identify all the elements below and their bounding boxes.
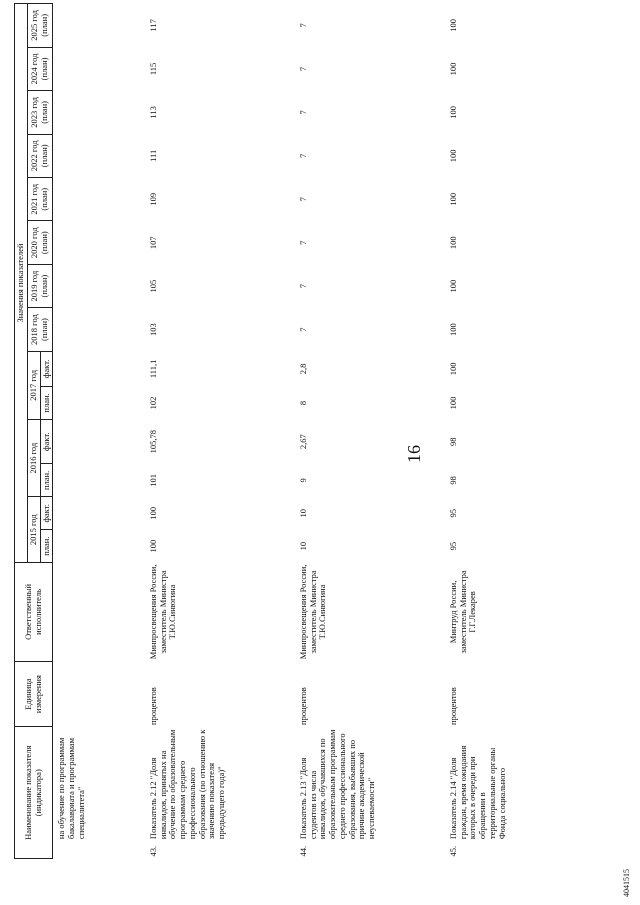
- table-row: [445, 4, 565, 859]
- value-cell: 10: [297, 541, 308, 551]
- responsible-cell: Минпросвещения России, заместитель Министра Т.Ю.Синюгина: [147, 564, 178, 660]
- value-cell: 10: [297, 509, 308, 518]
- unit-cell: процентов: [147, 687, 158, 725]
- value-cell: 103: [147, 323, 158, 336]
- indicator-name: Показатель 2.12 "Доля инвалидов, принятых на обучение по образовательным программам среднего профессионального образования (по отношению к значению показателя предыдущего года)": [147, 729, 227, 840]
- header-2015: 2015 год: [27, 497, 40, 563]
- header-2016: 2016 год: [27, 419, 40, 496]
- value-cell: 100: [447, 362, 458, 376]
- header-plan-2016: план.: [40, 464, 53, 497]
- header-values: Значения показателей: [15, 4, 28, 563]
- value-cell: 111,1: [147, 359, 158, 379]
- header-2019: 2019 год (план): [27, 264, 53, 307]
- value-cell: 7: [297, 110, 308, 115]
- value-cell: 7: [297, 66, 308, 72]
- header-2021: 2021 год (план): [27, 178, 53, 221]
- value-cell: 2,67: [297, 434, 308, 450]
- value-cell: 100: [447, 149, 458, 163]
- header-2023: 2023 год (план): [27, 91, 53, 134]
- value-cell: 9: [297, 478, 308, 483]
- header-name: Наименование показателя (индикатора): [15, 727, 53, 859]
- value-cell: 117: [147, 19, 158, 32]
- value-cell: 105: [147, 279, 158, 293]
- value-cell: 95: [447, 509, 458, 518]
- value-cell: 7: [297, 327, 308, 332]
- table-row: [295, 4, 445, 859]
- value-cell: 100: [447, 62, 458, 76]
- header-2020: 2020 год (план): [27, 221, 53, 264]
- responsible-cell: Минтруд России, заместитель Министра Г.Г.Лекарев: [447, 570, 478, 654]
- row-number: 45.: [447, 845, 458, 857]
- value-cell: 7: [297, 197, 308, 202]
- row-number: 44.: [297, 845, 308, 857]
- header-fact-2016: факт.: [40, 419, 53, 464]
- header-plan-2017: план.: [40, 387, 53, 420]
- continuation-text: на обучение по программам бакалавриата и программам специалитета": [56, 737, 86, 840]
- value-cell: 115: [147, 62, 158, 76]
- header-2017: 2017 год: [27, 351, 40, 419]
- value-cell: 100: [447, 236, 458, 250]
- responsible-cell: Минпросвещения России, заместитель Министра Т.Ю.Синюгина: [297, 564, 328, 660]
- header-fact-2017: факт.: [40, 351, 53, 386]
- value-cell: 100: [147, 506, 158, 520]
- value-cell: 98: [447, 437, 458, 446]
- header-plan-2015: план.: [40, 530, 53, 563]
- value-cell: 101: [147, 474, 158, 487]
- indicator-table: [14, 3, 565, 859]
- indicator-name: Показатель 2.13 "Доля студентов из числа инвалидов, обучавшихся по образовательным программам среднего профессионального образования, выбывших по причине академической неуспеваемости": [297, 729, 377, 840]
- header-unit: Единица измерения: [15, 661, 53, 727]
- value-cell: 111: [147, 149, 158, 162]
- value-cell: 102: [147, 396, 158, 410]
- header-2024: 2024 год (план): [27, 47, 53, 90]
- value-cell: 100: [447, 106, 458, 119]
- value-cell: 95: [447, 541, 458, 551]
- table-row: [145, 4, 295, 859]
- value-cell: 7: [297, 240, 308, 245]
- indicator-name: Показатель 2.14 "Доля граждан, время ожидания которых в очереди при обращении в территориальные органы Фонда социального: [447, 745, 507, 840]
- unit-cell: процентов: [447, 687, 458, 725]
- header-2022: 2022 год (план): [27, 134, 53, 177]
- row-number: 43.: [147, 845, 158, 857]
- value-cell: 100: [447, 323, 458, 336]
- value-cell: 105,78: [147, 430, 158, 454]
- header-2025: 2025 год (план): [27, 4, 53, 48]
- value-cell: 113: [147, 106, 158, 119]
- value-cell: 7: [297, 153, 308, 158]
- value-cell: 100: [147, 539, 158, 553]
- value-cell: 100: [447, 18, 458, 32]
- unit-cell: процентов: [297, 687, 308, 725]
- value-cell: 109: [147, 192, 158, 206]
- value-cell: 7: [297, 284, 308, 289]
- value-cell: 7: [297, 23, 308, 28]
- value-cell: 100: [447, 396, 458, 410]
- header-2018: 2018 год (план): [27, 308, 53, 351]
- value-cell: 2,8: [297, 363, 308, 375]
- value-cell: 98: [447, 476, 458, 485]
- header-fact-2015: факт.: [40, 497, 53, 530]
- value-cell: 100: [447, 192, 458, 206]
- page-number: 16: [404, 445, 424, 463]
- document-id: 4041515: [622, 869, 631, 897]
- value-cell: 107: [147, 236, 158, 250]
- value-cell: 100: [447, 279, 458, 293]
- header-responsible: Ответственный исполнитель: [15, 563, 53, 662]
- value-cell: 8: [297, 400, 308, 406]
